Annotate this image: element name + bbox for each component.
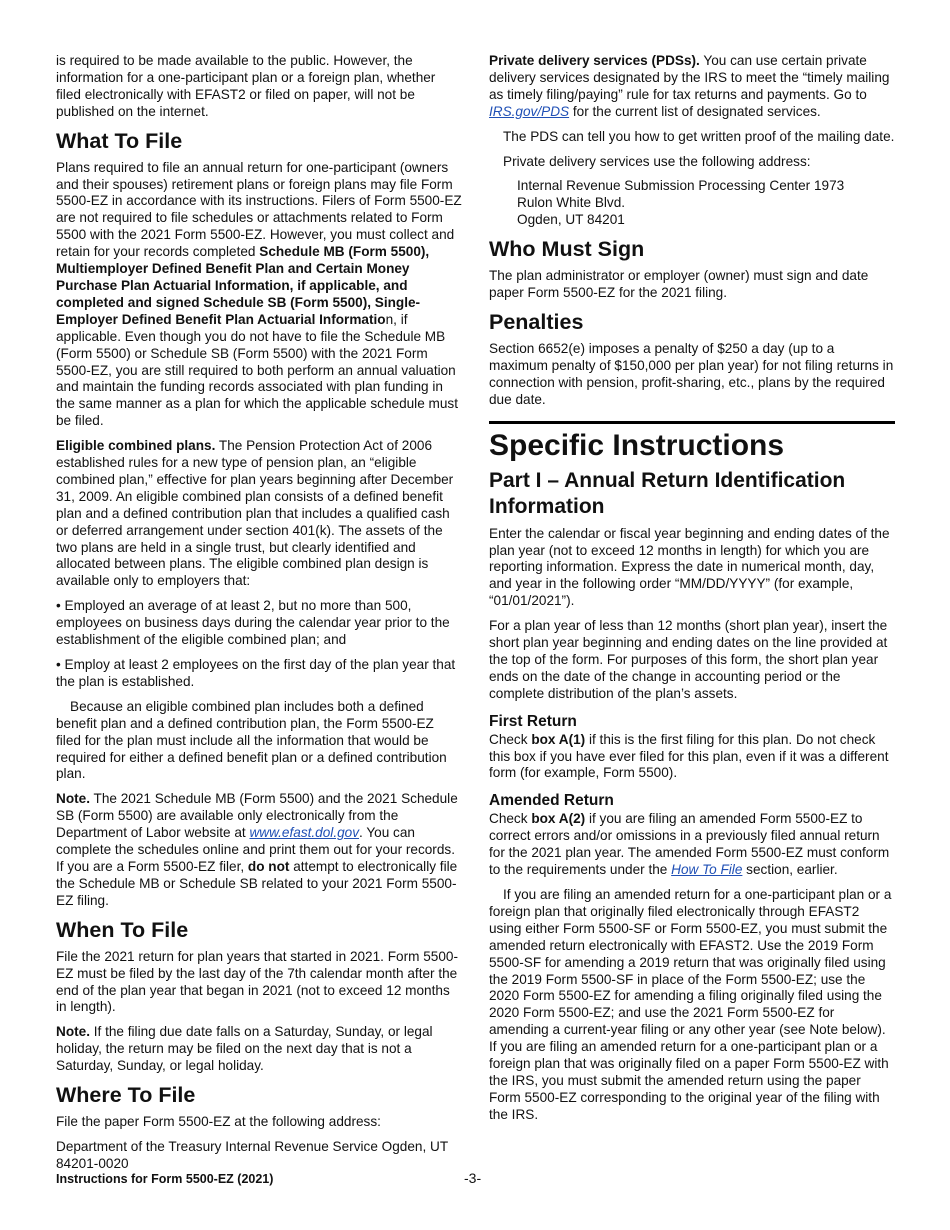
pds-address: Internal Revenue Submission Processing Center 1973 Rulon White Blvd. Ogden, UT 84201 xyxy=(517,178,845,228)
section-divider xyxy=(489,421,895,424)
who-must-sign-paragraph: The plan administrator or employer (owner) must sign and date paper Form 5500-EZ for the 2021 filing. xyxy=(489,268,869,301)
penalties-heading: Penalties xyxy=(489,309,584,334)
schedule-note-paragraph: Note. The 2021 Schedule MB (Form 5500) and the 2021 Schedule SB (Form 5500) are available only electronically from the Department of Labor website at www.efast.dol.gov. You can complete the schedules online and print them out for your records. If you are a Form 5500-EZ filer, do not attempt to electronically file the Schedule MB or Schedule SB related to your 2021 Form 5500-EZ filing. xyxy=(56,791,458,908)
combined-plan-paragraph: Because an eligible combined plan includes both a defined benefit plan and a defined contribution plan, the Form 5500-EZ filed for the plan must include all the information that would be required for either a defined benefit plan or a defined contribution plan. xyxy=(56,698,447,782)
footer-title: Instructions for Form 5500-EZ (2021) xyxy=(56,1172,274,1186)
what-to-file-paragraph: Plans required to file an annual return for one-participant (owners and their spouses) retirement plans or foreign plans may file Form 5500-EZ in accordance with its instructions. Filers of Form 5500-EZ are not required to file schedules or attachments related to Form 5500 with the 2021 Form 5500-EZ. However, you must collect and retain for your records completed Schedule MB (Form 5500), Multiemployer Defined Benefit Plan and Certain Money Purchase Plan Actuarial Information, if applicable, and completed and signed Schedule SB (Form 5500), Single-Employer Defined Benefit Plan Actuarial Information, if applicable. Even though you do not have to file the Schedule MB (Form 5500) or Schedule SB (Form 5500) with the 2021 Form 5500-EZ, you are still required to both perform an annual valuation and maintain the funding records associated with plan funding in the same manner as a plan for which the applicable schedule must be filed. xyxy=(56,159,462,429)
amended-return-paragraph: Check box A(2) if you are filing an amended Form 5500-EZ to correct errors and/or omissions in a previously filed annual return for the 2021 plan year. The amended Form 5500-EZ must conform to the requirements under the How To File section, earlier. xyxy=(489,811,890,878)
where-to-file-heading: Where To File xyxy=(56,1083,196,1108)
who-must-sign-heading: Who Must Sign xyxy=(489,237,645,262)
bullet-item: • Employ at least 2 employees on the first day of the plan year that the plan is established. xyxy=(56,657,456,689)
intro-paragraph: is required to be made available to the public. However, the information for a one-participant plan or a foreign plan, whether filed electronically with EFAST2 or filed on paper, will not be published on the internet. xyxy=(56,53,436,119)
irs-pds-link[interactable]: IRS.gov/PDS xyxy=(489,103,570,119)
eligible-combined-plans-paragraph: Eligible combined plans. The Pension Protection Act of 2006 established rules for a new type of pension plan, an “eligible combined plan,” effective for plan years beginning after December 31, 2009. An eligible combined plan consists of a defined benefit plan and a defined contribution plan that includes a qualified cash or deferred arrangement under section 401(k). The assets of the two plans are held in a single trust, but clearly identified and allocated between plans. The eligible combined plan design is available only to employers that: xyxy=(56,438,454,589)
when-to-file-paragraph: File the 2021 return for plan years that started in 2021. Form 5500-EZ must be filed by the last day of the 7th calendar month after the end of the plan year that began in 2021 (not to exceed 12 months in length). xyxy=(56,948,458,1015)
where-to-file-paragraph: File the paper Form 5500-EZ at the following address: xyxy=(56,1114,381,1130)
irs-address: Department of the Treasury Internal Revenue Service Ogden, UT 84201-0020 xyxy=(56,1138,448,1171)
part-i-paragraph-2: For a plan year of less than 12 months (short plan year), insert the short plan year beginning and ending dates on the line provided at the top of the form. For purposes of this form, the short plan year ends on the date of the change in accounting period or the complete distribution of the plan’s assets. xyxy=(489,618,888,701)
pds-paragraph: Private delivery services (PDSs). You can use certain private delivery services designated by the IRS to meet the “timely mailing as timely filing/paying” rule for tax returns and payments. Go to IRS.gov/PDS for the current list of designated services. xyxy=(489,53,890,119)
due-date-note-paragraph: Note. If the filing due date falls on a Saturday, Sunday, or legal holiday, the return may be filed on the next day that is not a Saturday, Sunday, or legal holiday. xyxy=(56,1024,433,1074)
part-i-heading: Part I – Annual Return Identification Information xyxy=(489,468,846,518)
penalties-paragraph: Section 6652(e) imposes a penalty of $250 a day (up to a maximum penalty of $150,000 per plan year) for not filing returns in connection with pension, profit-sharing, etc., plans by the required due date. xyxy=(489,340,894,407)
first-return-heading: First Return xyxy=(489,712,577,730)
page-number: -3- xyxy=(464,1170,482,1186)
first-return-paragraph: Check box A(1) if this is the first filing for this plan. Do not check this box if you have ever filed for this plan, even if it was a different form (for example, Form 5500). xyxy=(489,731,889,781)
efast-link[interactable]: www.efast.dol.gov xyxy=(249,825,360,841)
left-column xyxy=(56,53,462,1181)
bullet-item: • Employed an average of at least 2, but no more than 500, employees on business days during the calendar year prior to the establishment of the eligible combined plan; and xyxy=(56,598,450,648)
how-to-file-link[interactable]: How To File xyxy=(671,862,743,878)
specific-instructions-heading: Specific Instructions xyxy=(489,428,785,462)
pds-address-intro: Private delivery services use the following address: xyxy=(503,153,811,169)
when-to-file-heading: When To File xyxy=(56,917,189,942)
amended-return-heading: Amended Return xyxy=(489,792,614,810)
right-column xyxy=(489,53,895,1132)
what-to-file-heading: What To File xyxy=(56,128,183,153)
pds-proof-paragraph: The PDS can tell you how to get written proof of the mailing date. xyxy=(503,128,895,144)
part-i-paragraph-1: Enter the calendar or fiscal year beginning and ending dates of the plan year (not to exceed 12 months in length) for which you are reporting information. Express the date in numerical month, day, and year in the following order “MM/DD/YYYY” (for example, “01/01/2021”). xyxy=(489,525,890,609)
amended-return-paragraph-2: If you are filing an amended return for a one-participant plan or a foreign plan that originally filed electronically through EFAST2 using either Form 5500-SF or Form 5500-EZ, you must submit the amended return electronically with EFAST2. Use the 2019 Form 5500-SF for amending a 2019 return that was originally filed using the 2019 Form 5500-SF in place of the Form 5500-EZ; use the 2020 Form 5500-EZ for amending a filing originally filed using the 2020 Form 5500-EZ; and use the 2021 Form 5500-EZ for amending a current-year filing or any other year (see Note below). If you are filing an amended return for a one-participant plan or a foreign plan that was originally filed on a paper Form 5500-EZ with the IRS, you must submit the amended return using the paper Form 5500-EZ corresponding to the original year of the filing with the IRS. xyxy=(489,887,892,1122)
